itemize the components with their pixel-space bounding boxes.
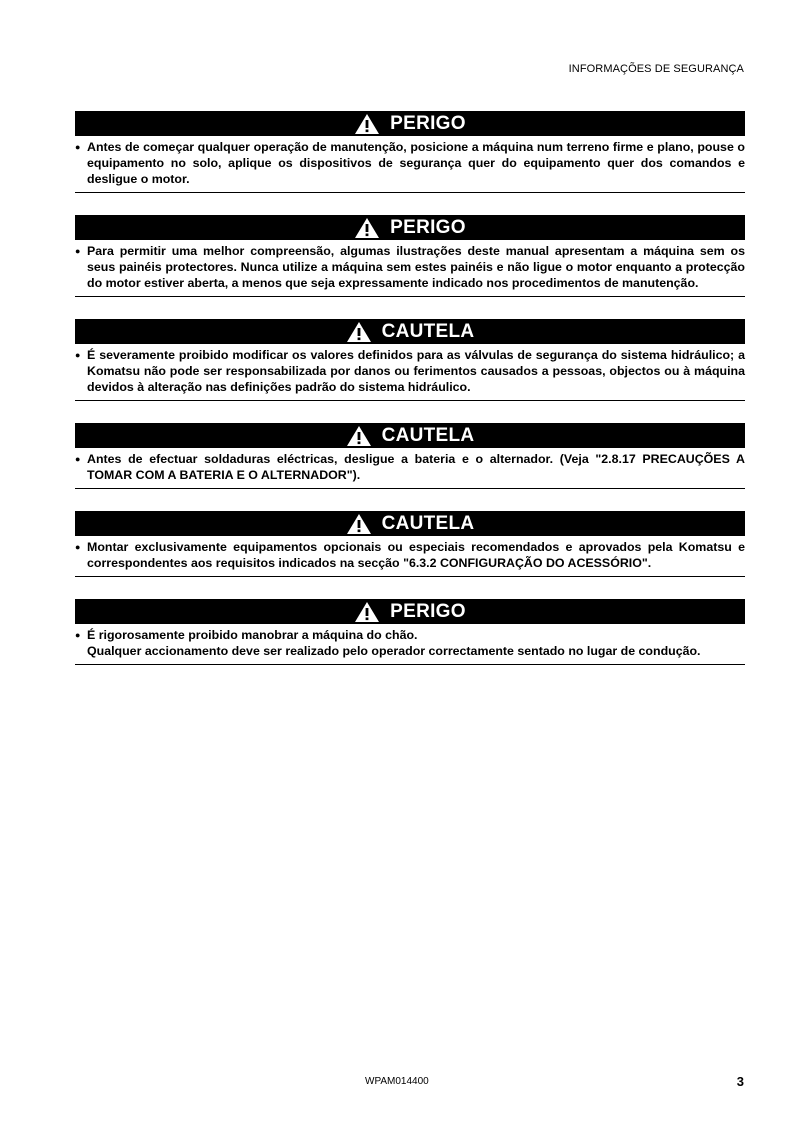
safety-block xyxy=(75,215,745,297)
hazard-level-label: PERIGO xyxy=(390,600,466,622)
hazard-banner xyxy=(75,111,745,136)
hazard-level-label: PERIGO xyxy=(390,216,466,238)
hazard-banner xyxy=(75,215,745,240)
warning-text-line: Antes de começar qualquer operação de manutenção, posicione a máquina num terreno firme e plano, pouse o equipamento no solo, aplique os dispositivos de segurança quer do equipamento quer dos comandos e desligue o motor. xyxy=(87,140,745,186)
warning-text-line: Antes de efectuar soldaduras eléctricas, desligue a bateria e o alternador. (Veja "2.8.17 PRECAUÇÕES A TOMAR COM A BATERIA E O ALTERNADOR"). xyxy=(87,452,745,482)
document-code: WPAM014400 xyxy=(365,1076,429,1087)
warning-triangle-icon xyxy=(354,601,380,623)
running-header: INFORMAÇÕES DE SEGURANÇA xyxy=(568,63,744,75)
warning-text xyxy=(87,539,745,571)
warning-item xyxy=(75,347,745,395)
warning-text xyxy=(87,627,745,659)
bullet-icon: ● xyxy=(75,350,81,360)
hazard-banner xyxy=(75,599,745,624)
warning-text xyxy=(87,347,745,395)
warning-item xyxy=(75,627,745,659)
hazard-banner xyxy=(75,511,745,536)
safety-block xyxy=(75,511,745,577)
warning-text-line: É severamente proibido modificar os valores definidos para as válvulas de segurança do sistema hidráulico; a Komatsu não pode ser responsabilizada por danos ou ferimentos causados a pessoas, objectos ou à máquina devidos à alteração nas definições padrão do sistema hidráulico. xyxy=(87,348,745,394)
bullet-icon: ● xyxy=(75,630,81,640)
warning-text-line: Qualquer accionamento deve ser realizado pelo operador correctamente sentado no lugar de condução. xyxy=(87,644,701,658)
safety-block xyxy=(75,423,745,489)
safety-blocks xyxy=(75,111,745,687)
warning-item xyxy=(75,139,745,187)
hazard-level-label: CAUTELA xyxy=(381,512,475,534)
warning-item xyxy=(75,539,745,571)
warning-text xyxy=(87,139,745,187)
bullet-icon: ● xyxy=(75,142,81,152)
hazard-level-label: PERIGO xyxy=(390,112,466,134)
warning-item xyxy=(75,451,745,483)
safety-block xyxy=(75,319,745,401)
warning-items xyxy=(75,243,745,291)
warning-triangle-icon xyxy=(354,113,380,135)
warning-triangle-icon xyxy=(346,513,372,535)
warning-items xyxy=(75,539,745,571)
warning-triangle-icon xyxy=(354,217,380,239)
safety-block xyxy=(75,111,745,193)
warning-triangle-icon xyxy=(346,321,372,343)
warning-items xyxy=(75,627,745,659)
hazard-level-label: CAUTELA xyxy=(381,424,475,446)
page-number: 3 xyxy=(736,1074,744,1089)
warning-items xyxy=(75,347,745,395)
hazard-banner xyxy=(75,319,745,344)
warning-items xyxy=(75,139,745,187)
hazard-level-label: CAUTELA xyxy=(381,320,475,342)
warning-text xyxy=(87,243,745,291)
warning-items xyxy=(75,451,745,483)
warning-triangle-icon xyxy=(346,425,372,447)
warning-text-line: Para permitir uma melhor compreensão, algumas ilustrações deste manual apresentam a máquina sem os seus painéis protectores. Nunca utilize a máquina sem estes painéis e não ligue o motor enquanto a protecção do motor estiver aberta, a menos que seja expressamente indicado nos procedimentos de manutenção. xyxy=(87,244,745,290)
bullet-icon: ● xyxy=(75,246,81,256)
hazard-banner xyxy=(75,423,745,448)
warning-text-line: É rigorosamente proibido manobrar a máquina do chão. xyxy=(87,628,418,642)
bullet-icon: ● xyxy=(75,542,81,552)
safety-block xyxy=(75,599,745,665)
warning-text-line: Montar exclusivamente equipamentos opcionais ou especiais recomendados e aprovados pela Komatsu e correspondentes aos requisitos indicados na secção "6.3.2 CONFIGURAÇÃO DO ACESSÓRIO". xyxy=(87,540,745,570)
bullet-icon: ● xyxy=(75,454,81,464)
warning-text xyxy=(87,451,745,483)
warning-item xyxy=(75,243,745,291)
